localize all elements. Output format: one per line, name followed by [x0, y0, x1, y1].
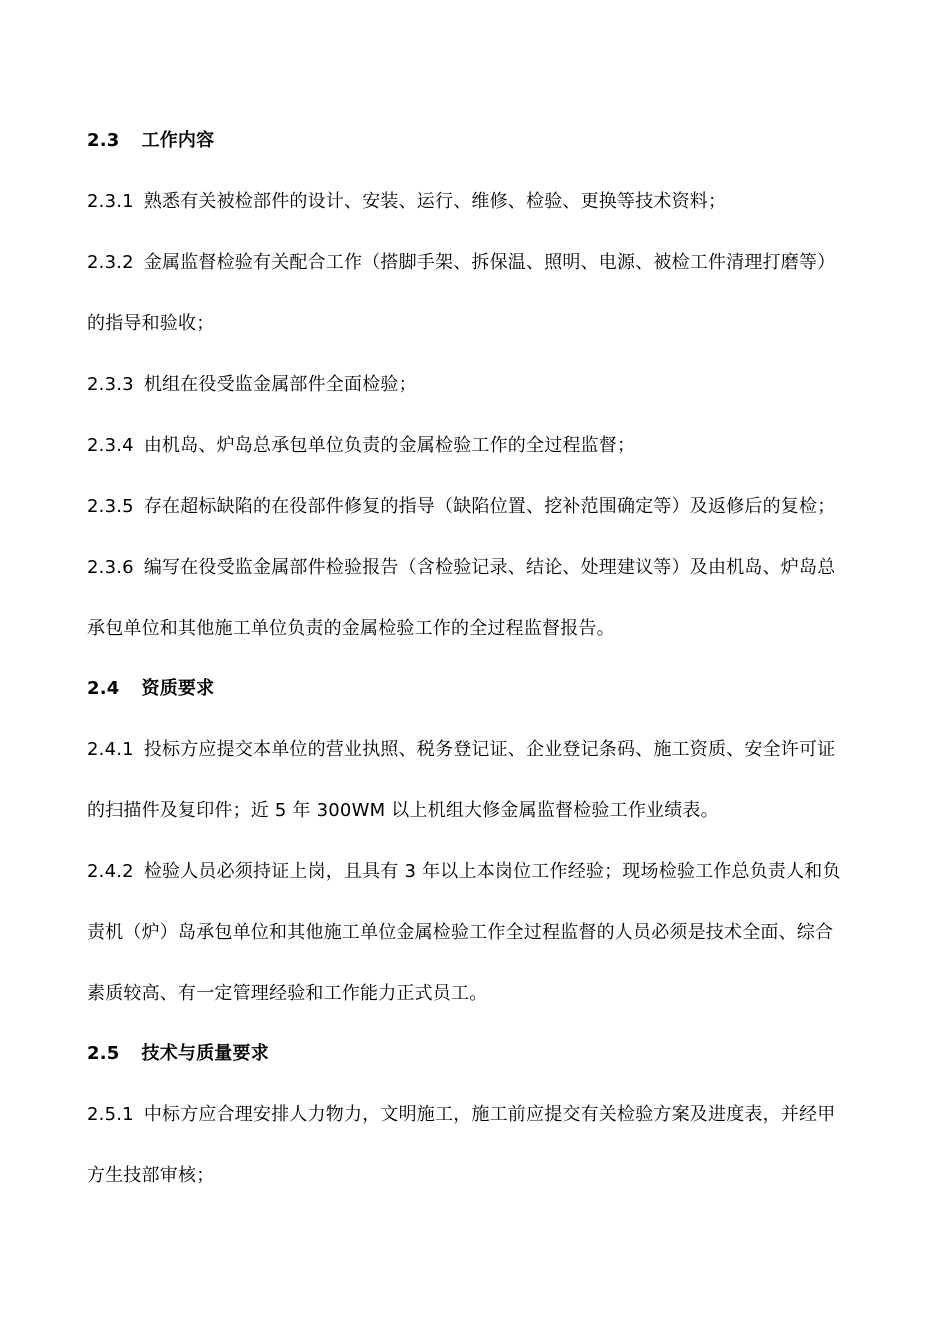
item-text: 素质较高、有一定管理经验和工作能力正式员工。: [87, 983, 488, 1004]
item-text: 检验人员必须持证上岗，且具有 3 年以上本岗位工作经验；现场检验工作总负责人和负: [143, 861, 841, 882]
item-text: 熟悉有关被检部件的设计、安装、运行、维修、检验、更换等技术资料；: [143, 191, 727, 212]
item-2-3-6: [87, 555, 877, 581]
section-title: 工作内容: [141, 130, 215, 151]
item-2-4-1: [87, 737, 877, 763]
section-number: 2.4: [87, 678, 120, 699]
item-number: 2.3.4: [87, 435, 134, 456]
section-heading-2-5: [87, 1041, 877, 1067]
item-text: 投标方应提交本单位的营业执照、税务登记证、企业登记条码、施工资质、安全许可证: [143, 739, 836, 760]
item-number: 2.3.5: [87, 496, 134, 517]
section-number: 2.5: [87, 1043, 120, 1064]
item-text: 承包单位和其他施工单位负责的金属检验工作的全过程监督报告。: [87, 618, 615, 639]
item-2-3-3: [87, 372, 877, 398]
item-2-3-2-continuation: [87, 311, 877, 337]
section-heading-2-4: [87, 676, 877, 702]
item-text: 机组在役受监金属部件全面检验；: [143, 374, 417, 395]
item-number: 2.4.1: [87, 739, 134, 760]
item-number: 2.3.2: [87, 252, 134, 273]
item-text: 中标方应合理安排人力物力，文明施工，施工前应提交有关检验方案及进度表，并经甲: [143, 1104, 836, 1125]
item-2-3-2: [87, 250, 877, 276]
item-text: 编写在役受监金属部件检验报告（含检验记录、结论、处理建议等）及由机岛、炉岛总: [143, 557, 836, 578]
item-text: 的扫描件及复印件；近 5 年 300WM 以上机组大修金属监督检验工作业绩表。: [87, 800, 719, 821]
item-text: 责机（炉）岛承包单位和其他施工单位金属检验工作全过程监督的人员必须是技术全面、综合: [87, 922, 834, 943]
item-number: 2.3.6: [87, 557, 134, 578]
item-2-4-2: [87, 859, 877, 885]
item-2-5-1-continuation: [87, 1163, 877, 1189]
item-text: 金属监督检验有关配合工作（搭脚手架、拆保温、照明、电源、被检工件清理打磨等）: [143, 252, 836, 273]
item-2-4-2-continuation-2: [87, 981, 877, 1007]
item-2-5-1: [87, 1102, 877, 1128]
section-heading-2-3: [87, 128, 877, 154]
item-number: 2.3.1: [87, 191, 134, 212]
item-2-3-1: [87, 189, 877, 215]
item-text: 方生技部审核；: [87, 1165, 215, 1186]
item-2-3-4: [87, 433, 877, 459]
section-number: 2.3: [87, 130, 120, 151]
item-text: 由机岛、炉岛总承包单位负责的金属检验工作的全过程监督；: [143, 435, 636, 456]
section-title: 资质要求: [141, 678, 215, 699]
item-number: 2.3.3: [87, 374, 134, 395]
item-number: 2.5.1: [87, 1104, 134, 1125]
item-number: 2.4.2: [87, 861, 134, 882]
item-text: 存在超标缺陷的在役部件修复的指导（缺陷位置、挖补范围确定等）及返修后的复检；: [143, 496, 836, 517]
item-2-4-1-continuation: [87, 798, 877, 824]
item-2-3-6-continuation: [87, 616, 877, 642]
item-2-3-5: [87, 494, 877, 520]
item-2-4-2-continuation-1: [87, 920, 877, 946]
item-text: 的指导和验收；: [87, 313, 215, 334]
section-title: 技术与质量要求: [141, 1043, 269, 1064]
